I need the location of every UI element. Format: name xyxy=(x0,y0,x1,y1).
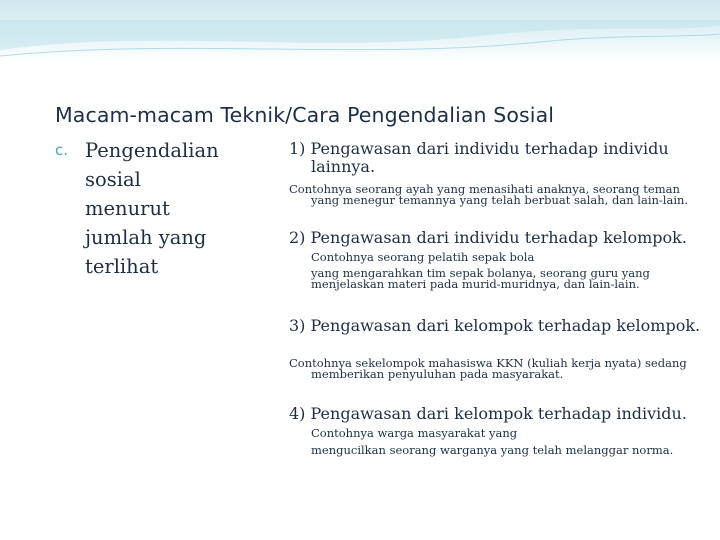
item-4-example: mengucilkan seorang warganya yang telah melanggar norma. xyxy=(311,443,674,457)
left-bullet-text: Pengendalian sosial menurut jumlah yang terlihat xyxy=(85,139,219,278)
item-2-heading: 2) Pengawasan dari individu terhadap kelompok. xyxy=(289,228,687,247)
slide-title: Macam-macam Teknik/Cara Pengendalian Sosial xyxy=(55,103,555,127)
item-4-inline-example: Contohnya warga masyarakat yang xyxy=(311,426,518,440)
bullet-marker: c. xyxy=(55,141,69,159)
item-4-heading-row xyxy=(289,405,720,442)
header-band xyxy=(0,0,720,62)
left-bullet xyxy=(55,136,255,281)
item-2-heading-row xyxy=(289,229,720,266)
decorative-wave xyxy=(0,20,720,60)
item-3-example: Contohnya sekelompok mahasiswa KKN (kuliah kerja nyata) sedang memberikan penyuluhan pada masyarakat. xyxy=(289,356,687,381)
item-4-heading: 4) Pengawasan dari kelompok terhadap individu. xyxy=(289,404,687,423)
item-2-inline-example: Contohnya seorang pelatih sepak bola xyxy=(311,250,535,264)
item-1-example: Contohnya seorang ayah yang menasihati anaknya, seorang teman yang menegur temannya yang telah berbuat salah, dan lain-lain. xyxy=(289,182,689,207)
item-3-heading: 3) Pengawasan dari kelompok terhadap kelompok. xyxy=(289,316,701,335)
item-2-example: yang mengarahkan tim sepak bolanya, seorang guru yang menjelaskan materi pada murid-muridnya, dan lain-lain. xyxy=(311,266,650,291)
item-1-heading: 1) Pengawasan dari individu terhadap individu lainnya. xyxy=(289,139,669,176)
